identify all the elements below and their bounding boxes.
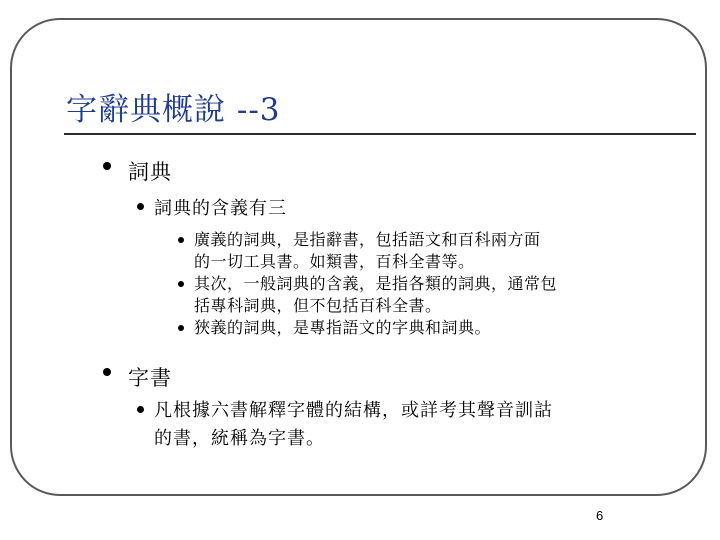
subheading-cidian-meanings: 詞典的含義有三 — [154, 198, 287, 219]
zishu-body-line2: 的書，統稱為字書。 — [154, 428, 325, 449]
bullet-icon — [178, 237, 184, 243]
bullet-icon — [178, 325, 184, 331]
list-item-general-line1: 其次，一般詞典的含義，是指各類的詞典，通常包 — [194, 274, 558, 293]
bullet-icon — [137, 406, 144, 413]
title-underline — [64, 133, 696, 135]
section-heading-zishu: 字書 — [128, 366, 172, 390]
bullet-icon — [103, 162, 111, 170]
page-number: 6 — [596, 508, 604, 523]
bullet-icon — [103, 368, 111, 376]
bullet-icon — [178, 281, 184, 287]
slide-title: 字辭典概說 --3 — [66, 92, 281, 128]
zishu-body-line1: 凡根據六書解釋字體的結構，或詳考其聲音訓詁 — [154, 400, 553, 421]
list-item-broad-line2: 的一切工具書。如類書，百科全書等。 — [194, 252, 475, 271]
list-item-narrow-line1: 狹義的詞典，是專指語文的字典和詞典。 — [194, 318, 492, 337]
list-item-general-line2: 括專科詞典，但不包括百科全書。 — [194, 296, 442, 315]
list-item-broad-line1: 廣義的詞典，是指辭書，包括語文和百科兩方面 — [194, 230, 541, 249]
bullet-icon — [137, 203, 144, 210]
section-heading-cidian: 詞典 — [128, 160, 172, 184]
